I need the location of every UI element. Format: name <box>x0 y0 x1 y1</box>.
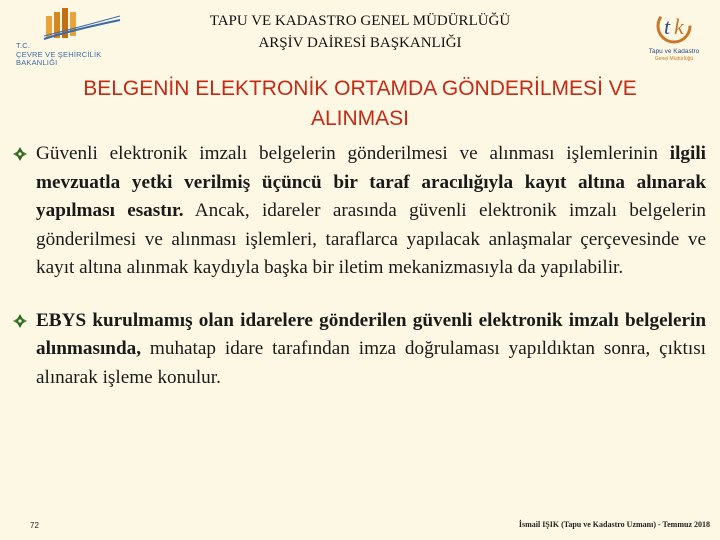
page-number: 72 <box>30 521 39 530</box>
bullet-item <box>10 140 706 283</box>
tkgm-tagline: Genel Müdürlüğü <box>654 56 694 62</box>
bullet-text: Ancak, idareler arasında güvenli elektronik imzalı belgelerin gönderilmesi ve alınması işlemleri, taraflarca yapılacak anlaşmalar çerçevesinde ve kayıt altına alınmak kaydıyla başka bir iletim mekanizmasıyla da yapılabilir. <box>36 200 707 278</box>
org-line-1: TAPU VE KADASTRO GENEL MÜDÜRLÜĞÜ <box>209 13 511 29</box>
ministry-line: ÇEVRE VE ŞEHİRCİLİK <box>16 49 102 59</box>
bullet-text: Güvenli elektronik imzalı belgelerin gönderilmesi ve alınması işlemlerinin <box>36 143 670 164</box>
tkgm-name: Tapu ve Kadastro <box>648 48 700 55</box>
slide-title <box>40 74 680 134</box>
title-line-2: ALINMASI <box>310 107 410 130</box>
diamond-bullet-icon <box>12 146 28 162</box>
organization-header <box>0 10 720 54</box>
ministry-line: T.C. <box>16 41 31 50</box>
org-line-2: ARŞİV DAİRESİ BAŞKANLIĞI <box>258 35 462 51</box>
ministry-line: BAKANLIĞI <box>16 58 58 67</box>
bullet-list <box>10 140 706 392</box>
bullet-item <box>10 307 706 393</box>
tkgm-logo <box>638 4 710 66</box>
title-line-1: BELGENİN ELEKTRONİK ORTAMDA GÖNDERİLMESİ VE <box>83 77 637 100</box>
bullet-bold-text: EBYS kurulmamış olan idarelere gönderilen güvenli elektronik imzalı belgelerin alınmasında, <box>36 309 706 359</box>
svg-text:k: k <box>674 14 684 39</box>
svg-text:t: t <box>664 14 671 39</box>
bullet-bold-text: ilgili mevzuatla yetki verilmiş üçüncü bir taraf aracılığıyla kayıt altına alınarak yapılması esastır. <box>36 143 706 221</box>
footer-credit: İsmail IŞIK (Tapu ve Kadastro Uzmanı) - Temmuz 2018 <box>518 520 710 529</box>
bullet-text: muhatap idare tarafından imza doğrulaması yapıldıktan sonra, çıktısı alınarak işleme konulur. <box>36 338 706 388</box>
tkgm-logo-icon <box>638 4 710 48</box>
diamond-bullet-icon <box>12 313 28 329</box>
